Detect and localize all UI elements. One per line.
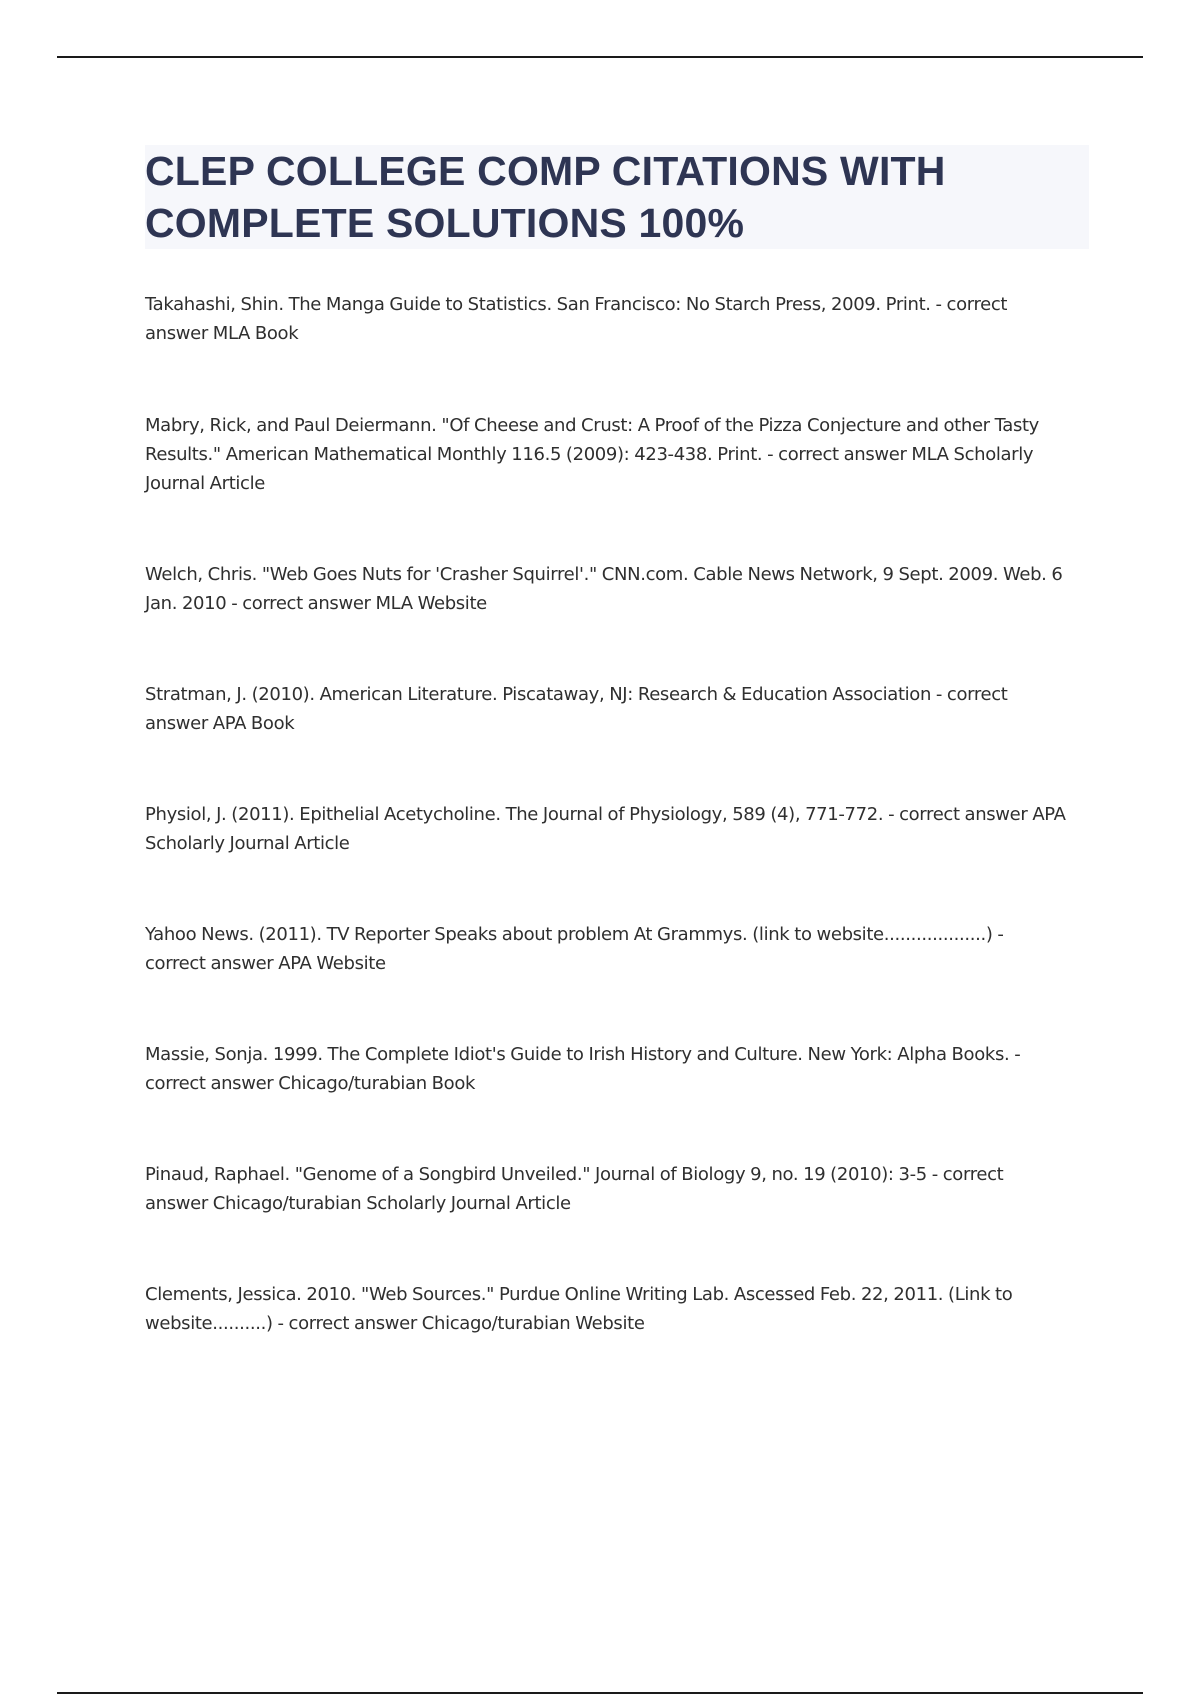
citation-entry: Clements, Jessica. 2010. "Web Sources." Purdue Online Writing Lab. Ascessed Feb. 22, 2011. (Link to website..........) - correct answer Chicago/turabian Website bbox=[145, 1284, 1013, 1334]
citation-entry: Physiol, J. (2011). Epithelial Acetycholine. The Journal of Physiology, 589 (4), 771-772. - correct answer APA Scholarly Journal Article bbox=[145, 804, 1066, 854]
citation-entry: Stratman, J. (2010). American Literature. Piscataway, NJ: Research & Education Association - correct answer APA Book bbox=[145, 684, 1008, 734]
citation-entry: Yahoo News. (2011). TV Reporter Speaks about problem At Grammys. (link to website...................) - correct answer APA Website bbox=[145, 924, 1004, 974]
title-banner bbox=[145, 145, 1089, 249]
citation-entry: Welch, Chris. "Web Goes Nuts for 'Crasher Squirrel'." CNN.com. Cable News Network, 9 Sept. 2009. Web. 6 Jan. 2010 - correct answer MLA Website bbox=[145, 564, 1063, 614]
bottom-divider bbox=[57, 1692, 1143, 1694]
citation-entry: Pinaud, Raphael. "Genome of a Songbird Unveiled." Journal of Biology 9, no. 19 (2010): 3-5 - correct answer Chicago/turabian Scholarly Journal Article bbox=[145, 1164, 1004, 1214]
citation-entry: Mabry, Rick, and Paul Deiermann. "Of Cheese and Crust: A Proof of the Pizza Conjecture and other Tasty Results." American Mathematical Monthly 116.5 (2009): 423-438. Print. - correct answer MLA Scholarly Journal Article bbox=[145, 415, 1039, 494]
citation-entry: Massie, Sonja. 1999. The Complete Idiot's Guide to Irish History and Culture. New York: Alpha Books. - correct answer Chicago/turabian Book bbox=[145, 1044, 1021, 1094]
top-divider bbox=[57, 56, 1143, 58]
document-title: CLEP COLLEGE COMP CITATIONS WITH COMPLETE SOLUTIONS 100% bbox=[145, 148, 946, 246]
citation-entry: Takahashi, Shin. The Manga Guide to Statistics. San Francisco: No Starch Press, 2009. Print. - correct answer MLA Book bbox=[145, 294, 1008, 344]
